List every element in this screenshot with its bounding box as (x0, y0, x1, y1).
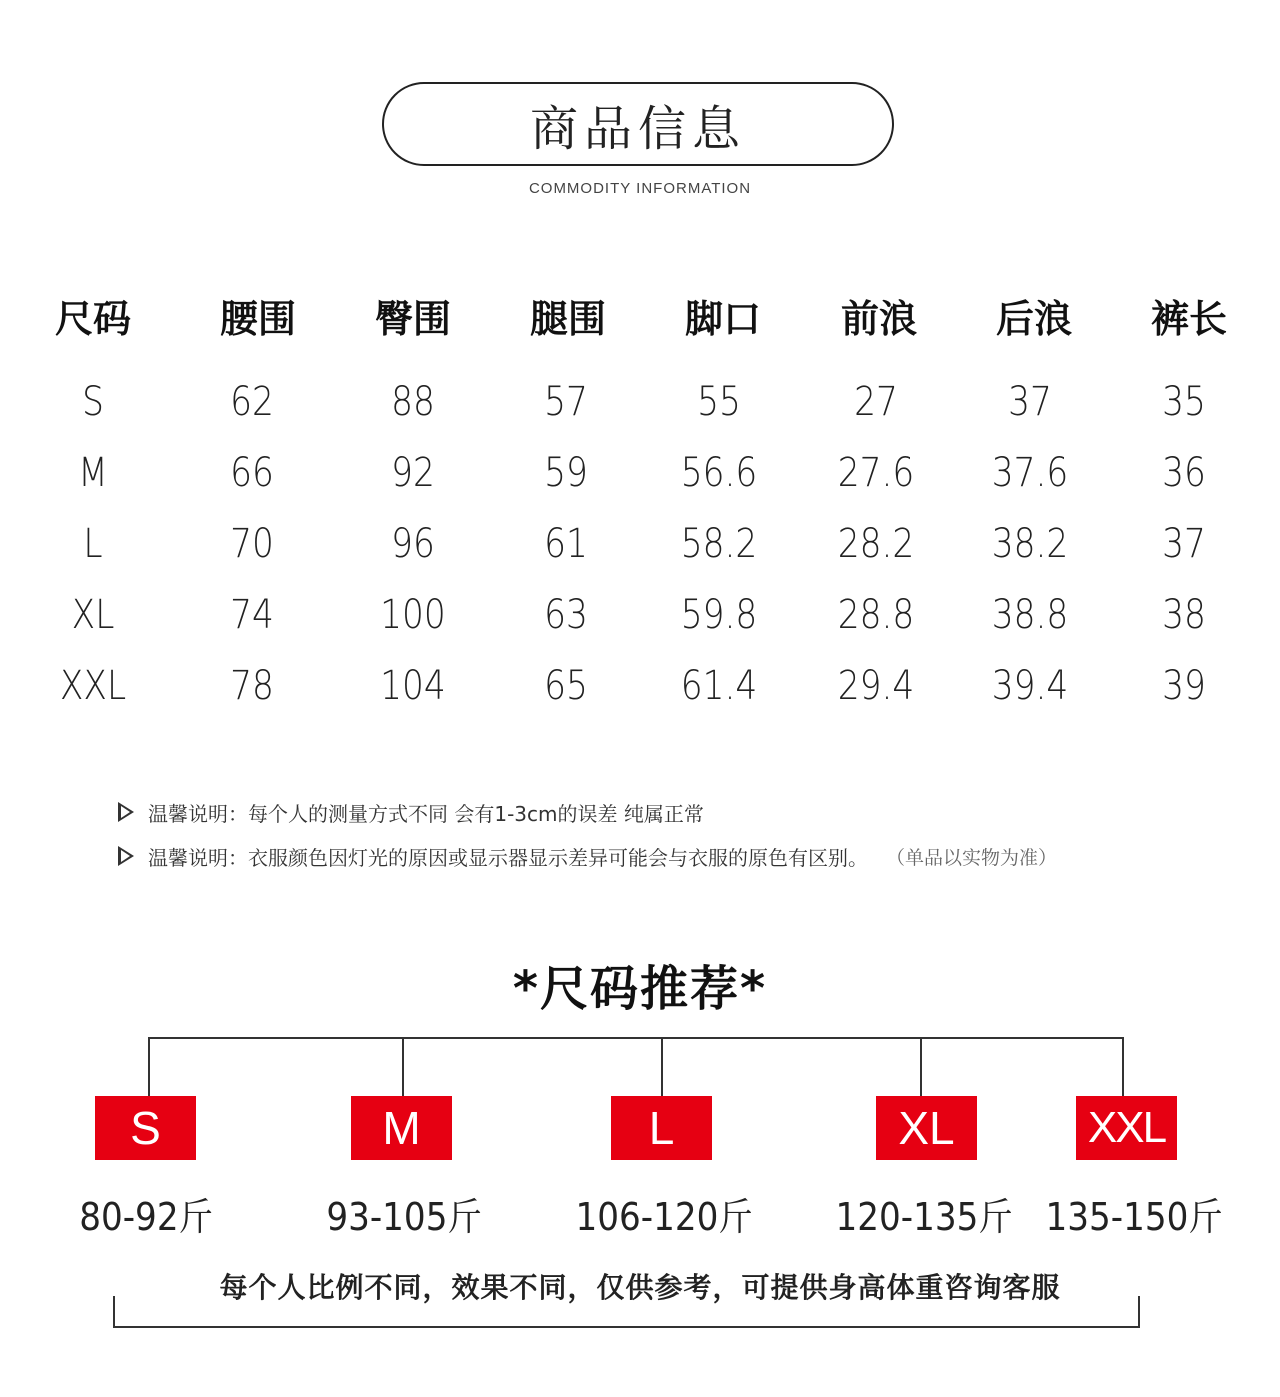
table-cell: 66 (230, 449, 274, 496)
bracket-left-line (113, 1296, 115, 1328)
table-cell: 88 (391, 378, 435, 425)
column-header: 臀围 (374, 296, 451, 341)
table-cell: 38.2 (991, 520, 1069, 567)
size-badge: XXL (1076, 1096, 1177, 1160)
tree-branch (1122, 1037, 1124, 1097)
table-cell: 36 (1162, 449, 1206, 496)
table-row (0, 579, 1280, 650)
table-row (0, 508, 1280, 579)
size-badge: S (95, 1096, 196, 1160)
table-cell: S (82, 378, 104, 425)
table-cell: 62 (230, 378, 274, 425)
table-cell: 27 (854, 378, 898, 425)
footer-note: 每个人比例不同，效果不同，仅供参考，可提供身高体重咨询客服 (219, 1271, 1061, 1304)
table-cell: 37 (1162, 520, 1206, 567)
recommend-title: *尺码推荐* (512, 961, 768, 1017)
table-cell: 96 (391, 520, 435, 567)
table-cell: 65 (544, 662, 588, 709)
table-row (0, 650, 1280, 721)
table-cell: 63 (544, 591, 588, 638)
table-cell: 38.8 (991, 591, 1069, 638)
table-cell: 55 (697, 378, 741, 425)
table-cell: 39.4 (991, 662, 1069, 709)
table-cell: 104 (380, 662, 446, 709)
table-cell: 74 (230, 591, 274, 638)
weight-range: 80-92斤 (79, 1195, 213, 1239)
table-header-row (0, 280, 1280, 350)
tree-branch (661, 1037, 663, 1097)
bracket-right-line (1138, 1296, 1140, 1328)
table-cell: 100 (380, 591, 446, 638)
tree-top-line (148, 1037, 1124, 1039)
table-cell: 92 (391, 449, 435, 496)
header-pill (382, 82, 894, 166)
column-header: 裤长 (1150, 296, 1227, 341)
column-header: 腰围 (219, 296, 296, 341)
column-header: 腿围 (529, 296, 606, 341)
table-cell: 28.2 (837, 520, 915, 567)
bracket-bottom-line (113, 1326, 1140, 1328)
size-badge: M (351, 1096, 452, 1160)
weight-range: 120-135斤 (835, 1195, 1013, 1239)
table-cell: 37.6 (991, 449, 1069, 496)
table-cell: 61 (544, 520, 588, 567)
table-cell: L (83, 520, 103, 567)
table-cell: 70 (230, 520, 274, 567)
table-cell: 38 (1162, 591, 1206, 638)
weight-range: 93-105斤 (326, 1195, 482, 1239)
table-cell: 35 (1162, 378, 1206, 425)
table-cell: XXL (59, 662, 127, 709)
table-row (0, 366, 1280, 437)
triangle-bullet-icon (118, 802, 134, 822)
table-cell: 59.8 (680, 591, 758, 638)
column-header: 前浪 (840, 296, 917, 341)
table-cell: 29.4 (837, 662, 915, 709)
table-cell: 78 (230, 662, 274, 709)
notes (118, 790, 1198, 878)
page-subtitle: COMMODITY INFORMATION (528, 180, 752, 197)
column-header: 尺码 (54, 296, 131, 341)
table-row (0, 437, 1280, 508)
column-header: 脚口 (684, 296, 761, 341)
table-cell: M (78, 449, 108, 496)
table-cell: 58.2 (680, 520, 758, 567)
table-cell: 39 (1162, 662, 1206, 709)
tree-branch (148, 1037, 150, 1097)
table-cell: 57 (544, 378, 588, 425)
note-text: 温馨说明：衣服颜色因灯光的原因或显示器显示差异可能会与衣服的原色有区别。 (148, 845, 868, 870)
triangle-bullet-icon (118, 846, 134, 866)
table-cell: 28.8 (837, 591, 915, 638)
column-header: 后浪 (995, 296, 1072, 341)
weight-range: 106-120斤 (575, 1195, 753, 1239)
table-cell: 37 (1008, 378, 1052, 425)
note-line (118, 834, 1198, 878)
table-cell: XL (71, 591, 115, 638)
table-cell: 61.4 (680, 662, 758, 709)
size-table (0, 280, 1280, 721)
weight-range: 135-150斤 (1045, 1195, 1223, 1239)
tree-branch (920, 1037, 922, 1097)
size-badge: XL (876, 1096, 977, 1160)
note-text: 温馨说明：每个人的测量方式不同 会有1-3cm的误差 纯属正常 (148, 801, 704, 826)
size-badge: L (611, 1096, 712, 1160)
note-extra: （单品以实物为准） (886, 846, 1058, 869)
table-cell: 27.6 (837, 449, 915, 496)
page-title: 商品信息 (529, 100, 746, 157)
note-line (118, 790, 1198, 834)
tree-branch (402, 1037, 404, 1097)
table-cell: 59 (544, 449, 588, 496)
table-cell: 56.6 (680, 449, 758, 496)
